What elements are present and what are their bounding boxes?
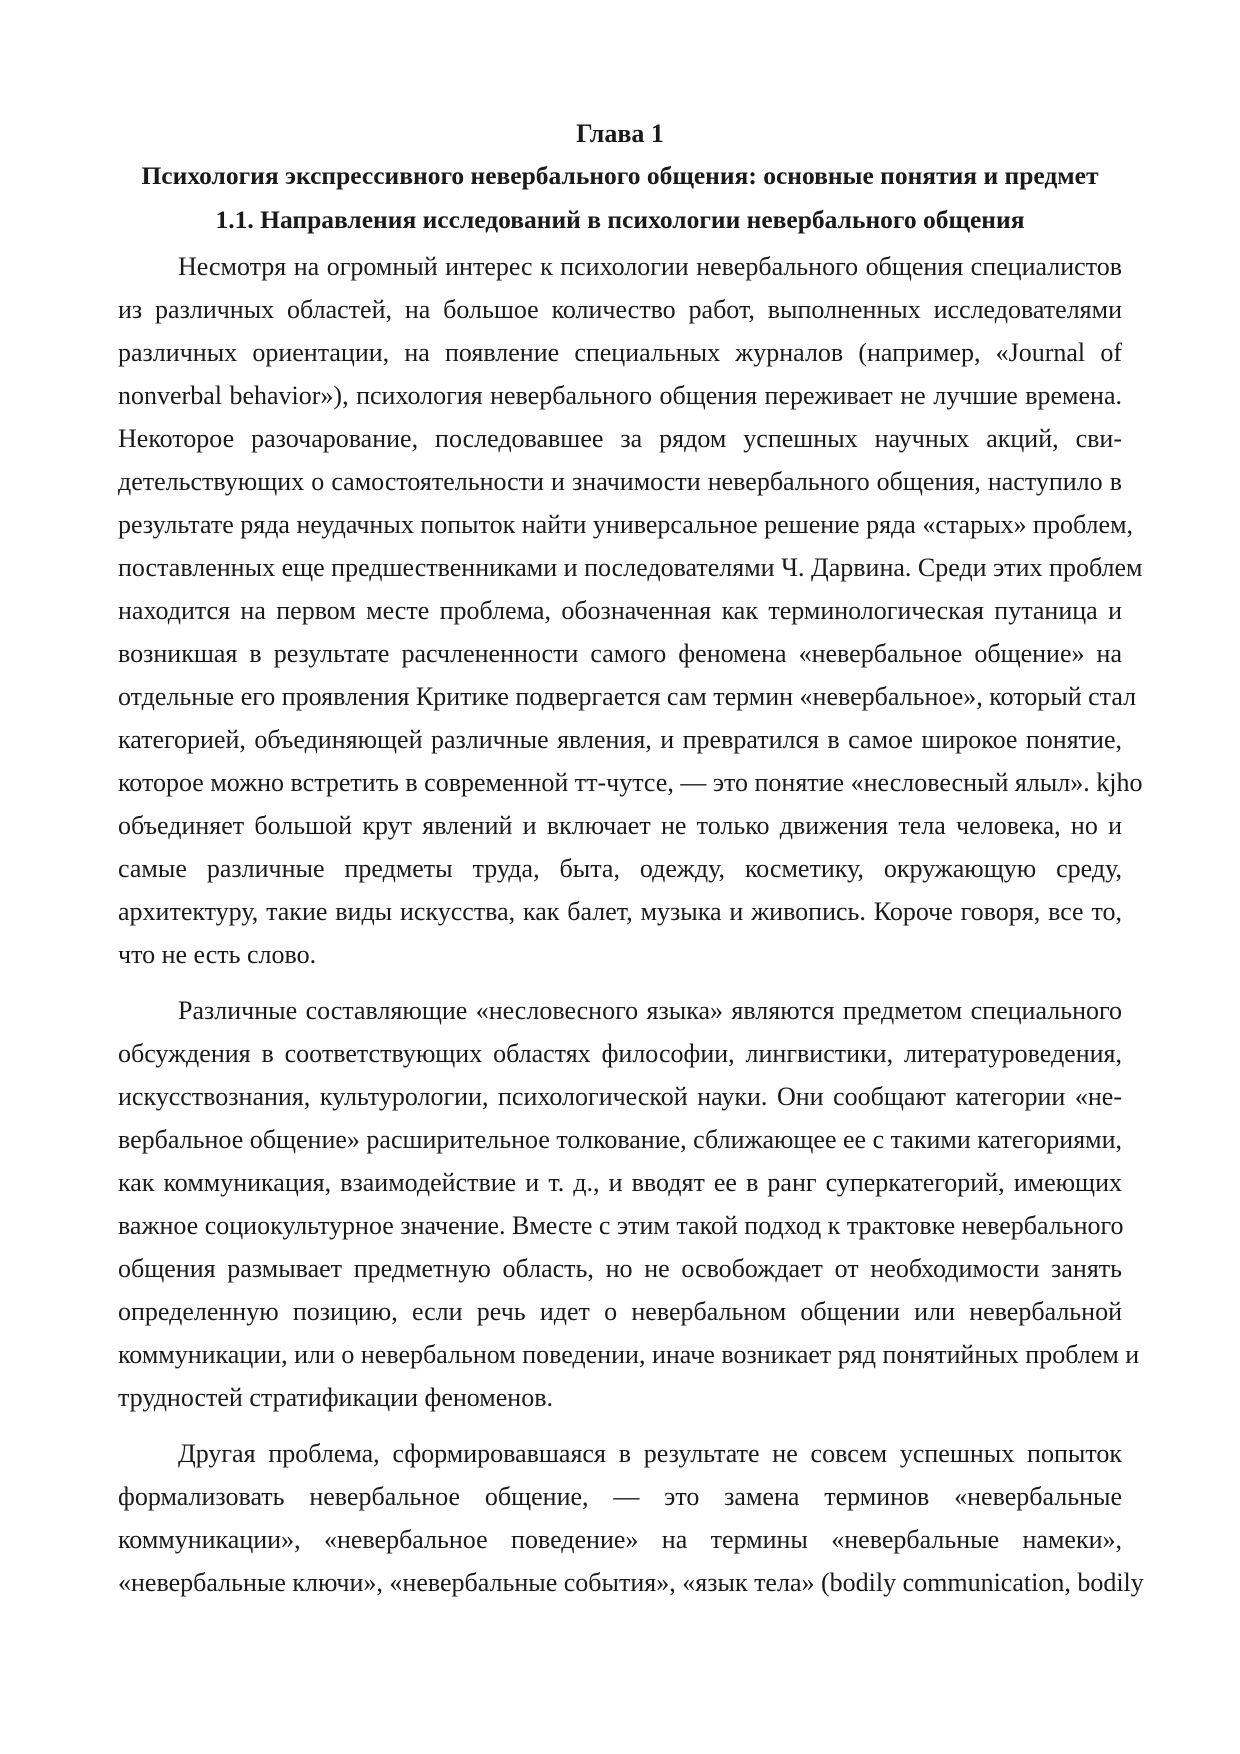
- text-line: общения размывает предметную область, но не освобождает от необходимости занять: [118, 1254, 1122, 1283]
- text-line: важное социокультурное значение. Вместе с этим такой подход к трактовке невербального: [118, 1211, 1124, 1240]
- text-line: объединяет большой крут явлений и включает не только движения тела человека, но и: [118, 811, 1122, 840]
- text-line: что не есть слово.: [118, 940, 317, 969]
- body-text: [118, 245, 1144, 1617]
- text-line: находится на первом месте проблема, обозначенная как терминологическая путаница и: [118, 596, 1122, 625]
- text-line: возникшая в результате расчлененности самого феномена «невербальное общение» на: [118, 639, 1122, 668]
- text-line: результате ряда неудачных попыток найти универсальное решение ряда «старых» проблем,: [118, 510, 1134, 539]
- section-heading: 1.1. Направления исследований в психологии невербального общения: [215, 205, 1025, 234]
- text-line: детельствующих о самостоятельности и значимости невербального общения, наступило в: [118, 467, 1122, 496]
- text-line: которое можно встретить в современной тт-чутсе, — это понятие «несловесный ялыл». kjho: [118, 768, 1143, 797]
- text-line: архитектуру, такие виды искусства, как балет, музыка и живопись. Короче говоря, все то,: [118, 897, 1122, 926]
- paragraph: [118, 245, 1143, 976]
- text-line: обсуждения в соответствующих областях философии, лингвистики, литературоведения,: [118, 1039, 1122, 1068]
- text-line: различных ориентации, на появление специальных журналов (например, «Journal of: [118, 338, 1122, 367]
- text-line: трудностей стратификации феноменов.: [118, 1383, 553, 1412]
- text-line: Некоторое разочарование, последовавшее за рядом успешных научных акций, сви-: [118, 424, 1122, 453]
- paragraph: [118, 989, 1140, 1419]
- text-line: Несмотря на огромный интерес к психологии невербального общения специалистов: [178, 252, 1122, 281]
- text-line: из различных областей, на большое количество работ, выполненных исследователями: [118, 295, 1122, 324]
- paragraph: [118, 1432, 1144, 1604]
- text-line: «невербальные ключи», «невербальные события», «язык тела» (bodily communication, bodily: [118, 1568, 1144, 1597]
- text-line: вербальное общение» расширительное толкование, сближающее ее с такими категориями,: [118, 1125, 1123, 1154]
- chapter-subtitle: Психология экспрессивного невербального общения: основные понятия и предмет: [141, 161, 1099, 190]
- text-line: как коммуникация, взаимодействие и т. д., и вводят ее в ранг суперкатегорий, имеющих: [118, 1168, 1122, 1197]
- text-line: формализовать невербальное общение, — это замена терминов «невербальные: [118, 1482, 1122, 1511]
- text-line: поставленных еще предшественниками и последователями Ч. Дарвина. Среди этих проблем: [118, 553, 1143, 582]
- text-line: Различные составляющие «несловесного языка» являются предметом специального: [178, 996, 1122, 1025]
- text-line: коммуникации, или о невербальном поведении, иначе возникает ряд понятийных проблем и: [118, 1340, 1140, 1369]
- text-line: самые различные предметы труда, быта, одежду, косметику, окружающую среду,: [118, 854, 1122, 883]
- text-line: Другая проблема, сформировавшаяся в результате не совсем успешных попыток: [178, 1439, 1122, 1468]
- chapter-heading: Глава 1: [576, 119, 664, 148]
- text-line: коммуникации», «невербальное поведение» на термины «невербальные намеки»,: [118, 1525, 1122, 1554]
- text-line: отдельные его проявления Критике подвергается сам термин «невербальное», который стал: [118, 682, 1137, 711]
- text-line: категорией, объединяющей различные явления, и превратился в самое широкое понятие,: [118, 725, 1122, 754]
- text-line: искусствознания, культурологии, психологической науки. Они сообщают категории «не-: [118, 1082, 1122, 1111]
- text-line: определенную позицию, если речь идет о невербальном общении или невербальной: [118, 1297, 1122, 1326]
- text-line: nonverbal behavior»), психология невербального общения переживает не лучшие времена.: [118, 381, 1122, 410]
